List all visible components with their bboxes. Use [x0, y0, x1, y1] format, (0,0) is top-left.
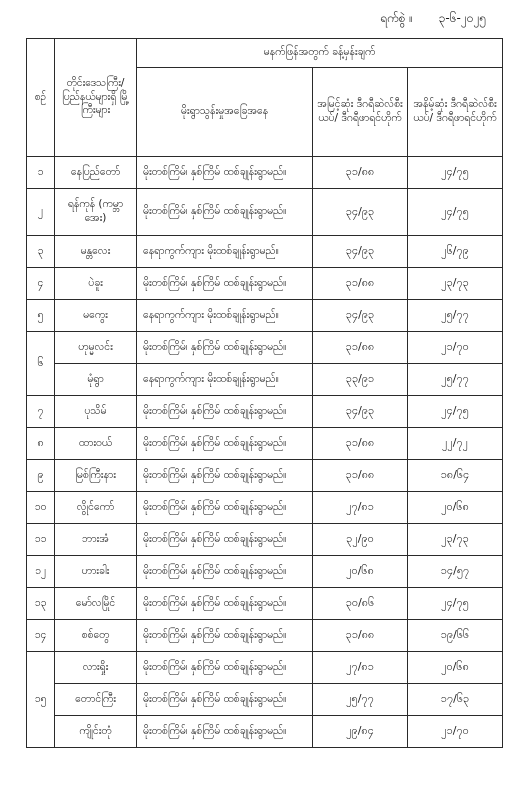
- city-name: မန္တလေး: [55, 236, 137, 268]
- max-temp: ၃၁/၈၈: [313, 620, 408, 652]
- rain-condition: နေရာကွက်ကျား မိုးထစ်ချုန်းရွာမည်။: [137, 364, 313, 396]
- row-number: ၁: [27, 157, 55, 189]
- table-row: [27, 396, 503, 428]
- min-temp: ၂၁/၇၀: [408, 332, 503, 364]
- city-name: ဟားခါး: [55, 556, 137, 588]
- max-temp: ၂၀/၆၈: [313, 556, 408, 588]
- date-label: ရက်စွဲ ။: [380, 11, 413, 25]
- table-row: [27, 364, 503, 396]
- header-min-temp: အနိမ့်ဆုံး ဒီဂရီဆဲလ်စီးယပ်/ ဒီဂရီဖာရင်ဟိုက်: [408, 68, 503, 157]
- rain-condition: မိုးတစ်ကြိမ်၊ နှစ်ကြိမ် ထစ်ချုန်းရွာမည်။: [137, 524, 313, 556]
- rain-condition: မိုးတစ်ကြိမ်၊ နှစ်ကြိမ် ထစ်ချုန်းရွာမည်။: [137, 684, 313, 716]
- row-number: ၄: [27, 268, 55, 300]
- min-temp: ၂၆/၇၉: [408, 236, 503, 268]
- row-number: ၁၅: [27, 652, 55, 748]
- max-temp: ၂၇/၈၁: [313, 652, 408, 684]
- rain-condition: မိုးတစ်ကြိမ်၊ နှစ်ကြိမ် ထစ်ချုန်းရွာမည်။: [137, 157, 313, 189]
- city-name: လားရှိုး: [55, 652, 137, 684]
- header-forecast: မနက်ဖြန်အတွက် ခန့်မှန်းချက်: [137, 39, 503, 68]
- rain-condition: မိုးတစ်ကြိမ်၊ နှစ်ကြိမ် ထစ်ချုန်းရွာမည်။: [137, 396, 313, 428]
- rain-condition: မိုးတစ်ကြိမ်၊ နှစ်ကြိမ် ထစ်ချုန်းရွာမည်။: [137, 332, 313, 364]
- table-row: [27, 300, 503, 332]
- table-row: [27, 588, 503, 620]
- min-temp: ၂၄/၇၅: [408, 396, 503, 428]
- table-row: [27, 268, 503, 300]
- rain-condition: မိုးတစ်ကြိမ်၊ နှစ်ကြိမ် ထစ်ချုန်းရွာမည်။: [137, 189, 313, 236]
- city-name: ရန်ကုန် (ကမ္ဘာအေး): [55, 189, 137, 236]
- max-temp: ၂၉/၈၄: [313, 716, 408, 748]
- max-temp: ၃၄/၉၃: [313, 300, 408, 332]
- date-value: ၃-၆-၂၀၂၅: [438, 11, 487, 25]
- max-temp: ၃၁/၈၈: [313, 157, 408, 189]
- max-temp: ၃၄/၉၃: [313, 396, 408, 428]
- max-temp: ၃၁/၈၈: [313, 268, 408, 300]
- row-number: ၉: [27, 460, 55, 492]
- row-number: ၅: [27, 300, 55, 332]
- min-temp: ၁၈/၆၄: [408, 460, 503, 492]
- min-temp: ၂၅/၇၇: [408, 300, 503, 332]
- table-row: [27, 620, 503, 652]
- rain-condition: မိုးတစ်ကြိမ်၊ နှစ်ကြိမ် ထစ်ချုန်းရွာမည်။: [137, 492, 313, 524]
- city-name: နေပြည်တော်: [55, 157, 137, 189]
- max-temp: ၃၁/၈၈: [313, 428, 408, 460]
- max-temp: ၃၀/၈၆: [313, 588, 408, 620]
- table-row: [27, 189, 503, 236]
- table-row: [27, 428, 503, 460]
- city-name: ဟုမ္မလင်း: [55, 332, 137, 364]
- rain-condition: မိုးတစ်ကြိမ်၊ နှစ်ကြိမ် ထစ်ချုန်းရွာမည်။: [137, 588, 313, 620]
- row-number: ၁၂: [27, 556, 55, 588]
- row-number: ၁၁: [27, 524, 55, 556]
- row-number: ၁၄: [27, 620, 55, 652]
- city-name: မကွေး: [55, 300, 137, 332]
- rain-condition: မိုးတစ်ကြိမ်၊ နှစ်ကြိမ် ထစ်ချုန်းရွာမည်။: [137, 428, 313, 460]
- table-row: [27, 652, 503, 684]
- min-temp: ၁၇/၆၃: [408, 684, 503, 716]
- city-name: လွိုင်ကော်: [55, 492, 137, 524]
- forecast-table: [26, 38, 503, 748]
- rain-condition: မိုးတစ်ကြိမ်၊ နှစ်ကြိမ် ထစ်ချုန်းရွာမည်။: [137, 620, 313, 652]
- table-row: [27, 716, 503, 748]
- min-temp: ၁၄/၅၇: [408, 556, 503, 588]
- table-row: [27, 157, 503, 189]
- rain-condition: မိုးတစ်ကြိမ်၊ နှစ်ကြိမ် ထစ်ချုန်းရွာမည်။: [137, 460, 313, 492]
- rain-condition: မိုးတစ်ကြိမ်၊ နှစ်ကြိမ် ထစ်ချုန်းရွာမည်။: [137, 268, 313, 300]
- table-row: [27, 332, 503, 364]
- min-temp: ၂၀/၆၈: [408, 652, 503, 684]
- min-temp: ၂၂/၇၂: [408, 428, 503, 460]
- city-name: ဘားအံ: [55, 524, 137, 556]
- min-temp: ၂၄/၇၅: [408, 157, 503, 189]
- header-condition: မိုးရွာသွန်းမှုအခြေအနေ: [137, 68, 313, 157]
- row-number: ၁၀: [27, 492, 55, 524]
- table-row: [27, 460, 503, 492]
- table-row: [27, 524, 503, 556]
- min-temp: ၂၅/၇၇: [408, 364, 503, 396]
- table-row: [27, 236, 503, 268]
- rain-condition: နေရာကွက်ကျား မိုးထစ်ချုန်းရွာမည်။: [137, 300, 313, 332]
- rain-condition: မိုးတစ်ကြိမ်၊ နှစ်ကြိမ် ထစ်ချုန်းရွာမည်။: [137, 652, 313, 684]
- rain-condition: မိုးတစ်ကြိမ်၊ နှစ်ကြိမ် ထစ်ချုန်းရွာမည်။: [137, 716, 313, 748]
- row-number: ၂: [27, 189, 55, 236]
- city-name: ပုသိမ်: [55, 396, 137, 428]
- table-row: [27, 492, 503, 524]
- max-temp: ၂၇/၈၁: [313, 492, 408, 524]
- min-temp: ၂၃/၇၃: [408, 524, 503, 556]
- report-date: [380, 10, 486, 28]
- min-temp: ၂၁/၇၀: [408, 716, 503, 748]
- city-name: မြစ်ကြီးနား: [55, 460, 137, 492]
- row-number: ၁၃: [27, 588, 55, 620]
- table-row: [27, 556, 503, 588]
- header-region: တိုင်းဒေသကြီး/ ပြည်နယ်များရှိ မြို့ကြီးများ: [55, 39, 137, 157]
- header-no: စဉ်: [27, 39, 55, 157]
- city-name: စစ်တွေ: [55, 620, 137, 652]
- table-row: [27, 684, 503, 716]
- max-temp: ၃၂/၉၀: [313, 524, 408, 556]
- max-temp: ၃၁/၈၈: [313, 460, 408, 492]
- city-name: ကျိုင်းတုံ: [55, 716, 137, 748]
- header-max-temp: အမြင့်ဆုံး ဒီဂရီဆဲလ်စီးယပ်/ ဒီဂရီဖာရင်ဟိုက်: [313, 68, 408, 157]
- min-temp: ၂၃/၇၃: [408, 268, 503, 300]
- min-temp: ၁၉/၆၆: [408, 620, 503, 652]
- rain-condition: နေရာကွက်ကျား မိုးထစ်ချုန်းရွာမည်။: [137, 236, 313, 268]
- rain-condition: မိုးတစ်ကြိမ်၊ နှစ်ကြိမ် ထစ်ချုန်းရွာမည်။: [137, 556, 313, 588]
- max-temp: ၂၅/၇၇: [313, 684, 408, 716]
- city-name: မော်လမြိုင်: [55, 588, 137, 620]
- max-temp: ၃၄/၉၃: [313, 189, 408, 236]
- row-number: ၆: [27, 332, 55, 396]
- max-temp: ၃၃/၉၁: [313, 364, 408, 396]
- row-number: ၇: [27, 396, 55, 428]
- city-name: မုံရွာ: [55, 364, 137, 396]
- city-name: ထားဝယ်: [55, 428, 137, 460]
- city-name: တောင်ကြီး: [55, 684, 137, 716]
- row-number: ၈: [27, 428, 55, 460]
- min-temp: ၂၄/၇၅: [408, 588, 503, 620]
- max-temp: ၃၁/၈၈: [313, 332, 408, 364]
- min-temp: ၂၄/၇၅: [408, 189, 503, 236]
- city-name: ပဲခူး: [55, 268, 137, 300]
- max-temp: ၃၄/၉၃: [313, 236, 408, 268]
- row-number: ၃: [27, 236, 55, 268]
- min-temp: ၂၀/၆၈: [408, 492, 503, 524]
